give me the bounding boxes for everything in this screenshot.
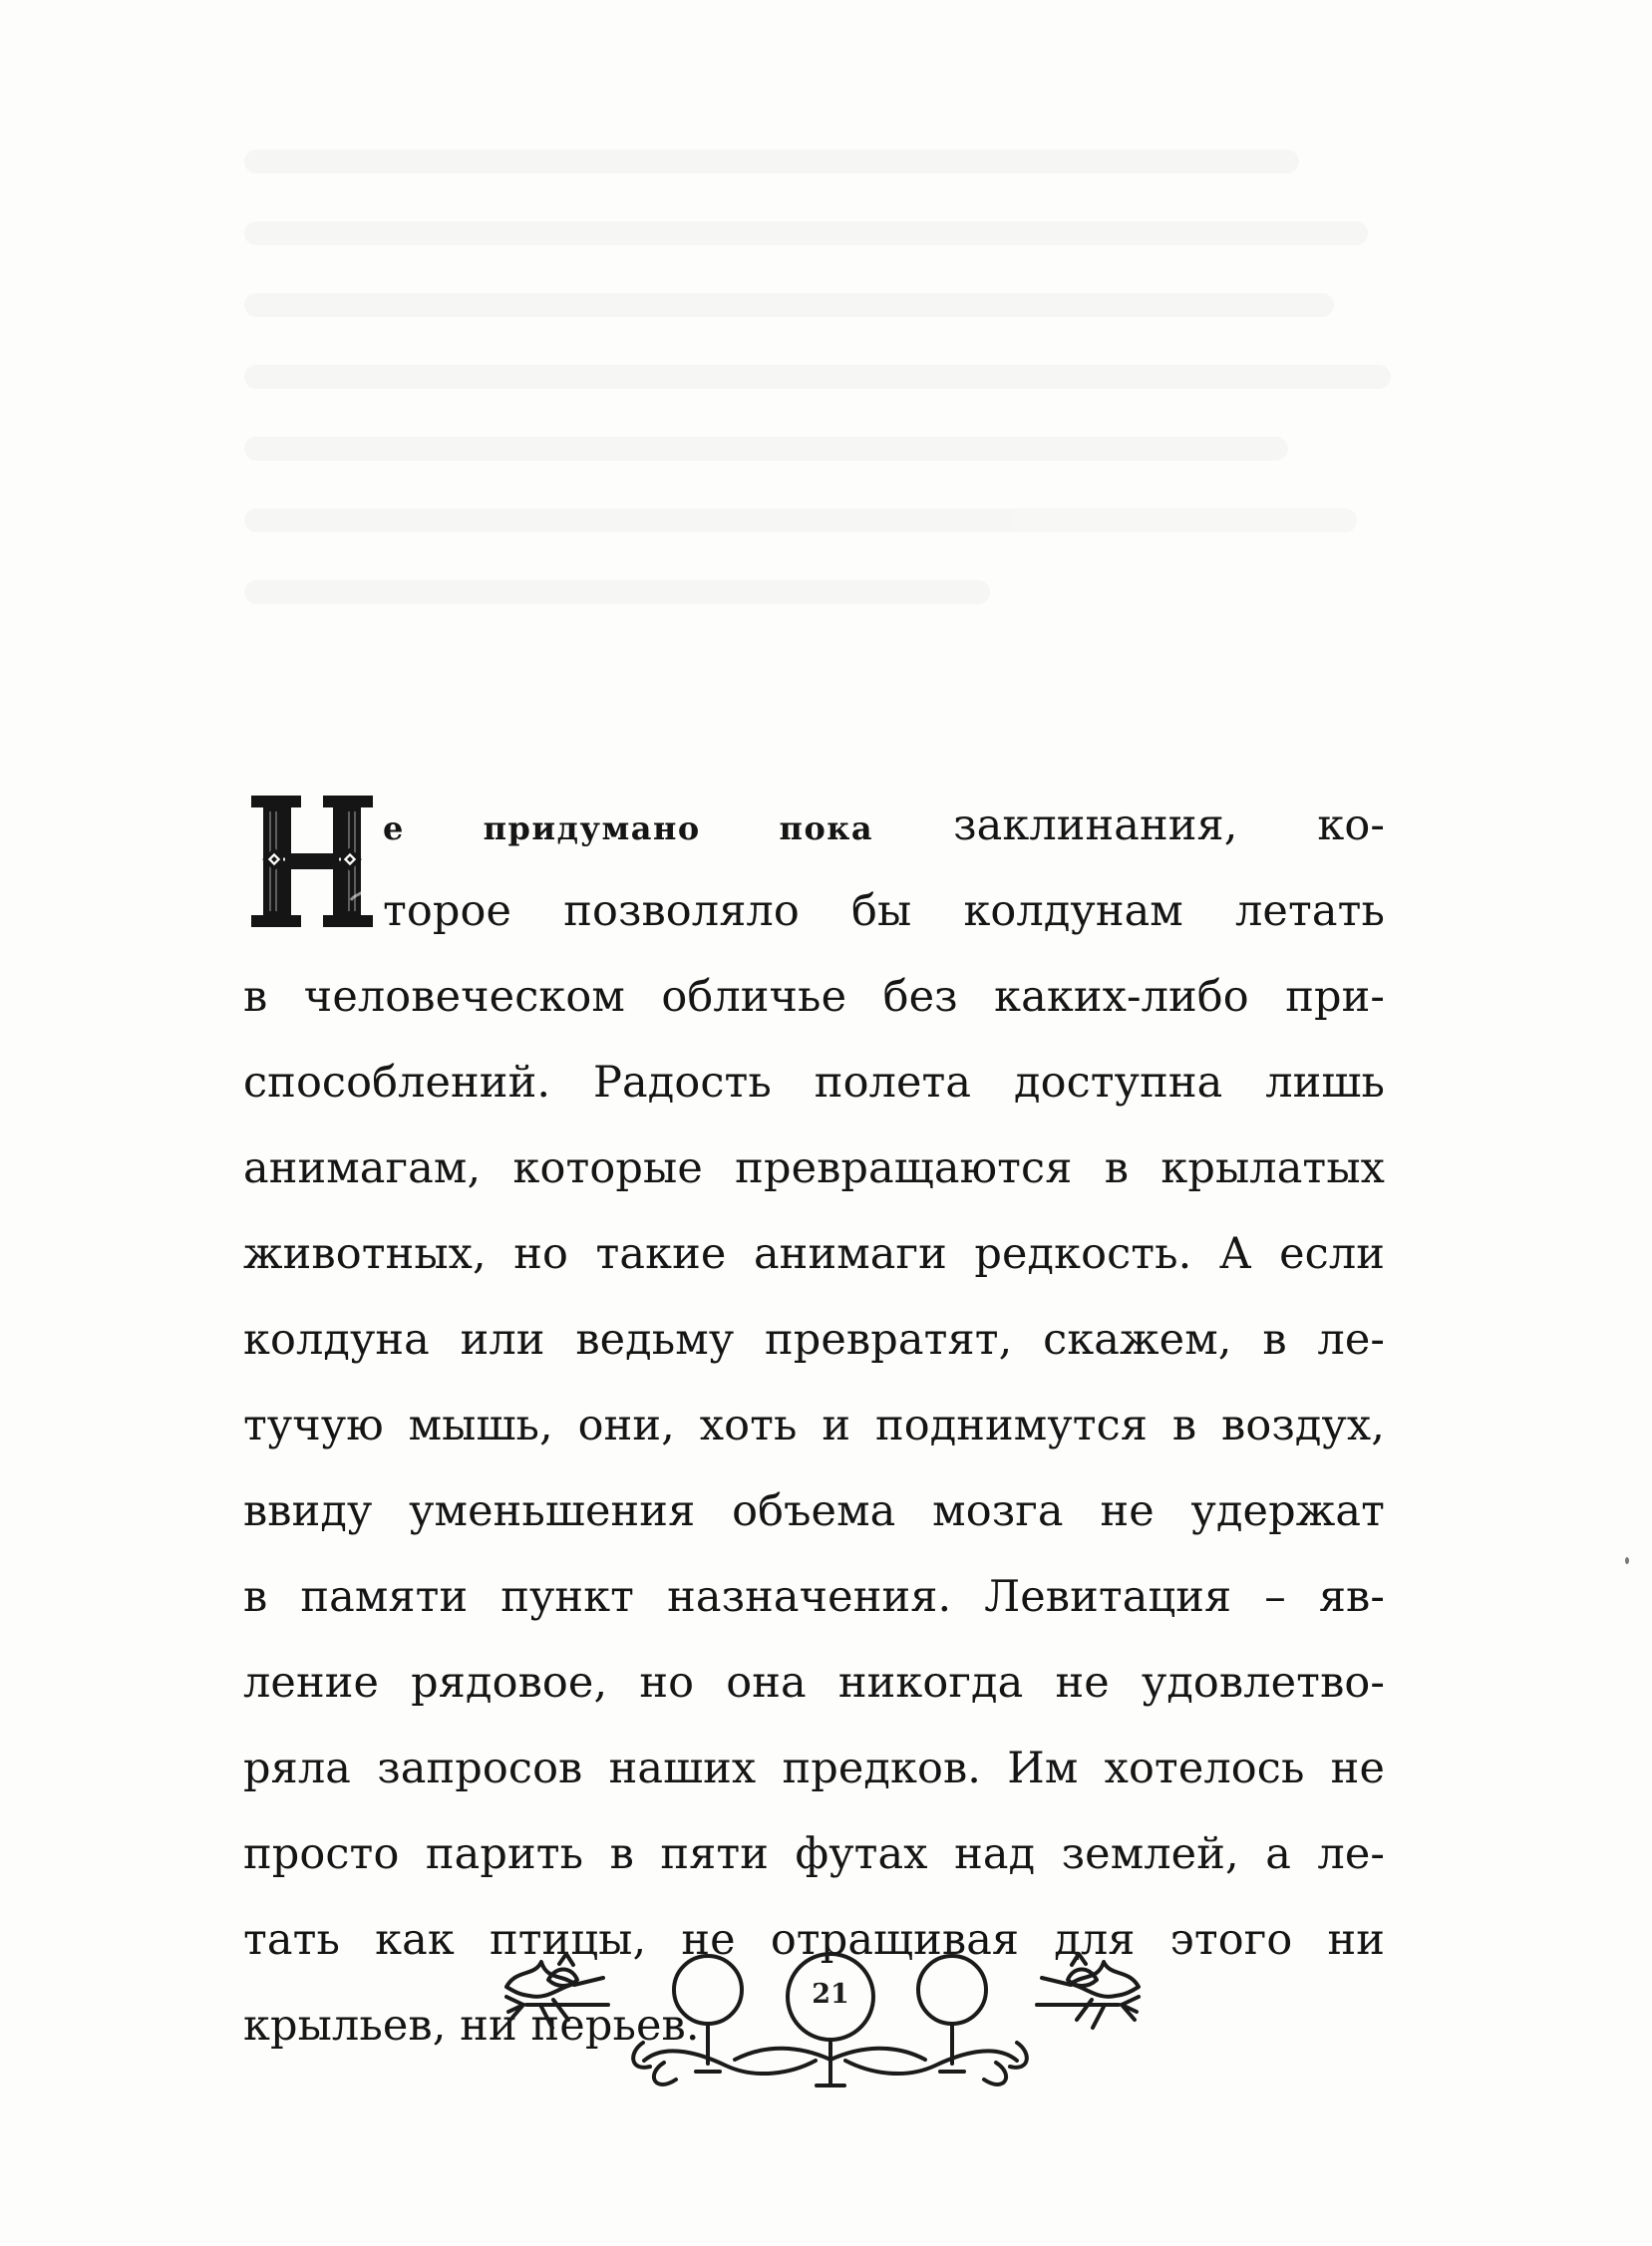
line-1-text: заклинания, ко- (953, 801, 1386, 850)
drop-cap-letter (243, 796, 381, 927)
bleed-through-text (244, 150, 1391, 708)
text-line-1 (243, 783, 1385, 868)
drop-cap-h-glyph (243, 796, 381, 927)
right-broom-flyer-icon (1037, 1954, 1139, 2028)
text-line-3: в человеческом обличье без каких-либо при- (243, 972, 1385, 1022)
text-line-4: способлений. Радость полета доступна лишь (243, 1058, 1385, 1108)
text-line-8: тучую мышь, они, хоть и поднимутся в воздух, (243, 1401, 1385, 1450)
text-line-6: животных, но такие анимаги редкость. А если (243, 1229, 1385, 1279)
left-broom-flyer-icon (506, 1954, 608, 2028)
decorative-page-footer (498, 1942, 1147, 2091)
text-line-7: колдуна или ведьму превратят, скажем, в ле- (243, 1315, 1385, 1365)
main-paragraph (243, 783, 1385, 2069)
text-line-11: ление рядовое, но она никогда не удовлетво- (243, 1658, 1385, 1708)
text-line-9: ввиду уменьшения объема мозга не удержат (243, 1486, 1385, 1536)
text-line-12: ряла запросов наших предков. Им хотелось не (243, 1744, 1385, 1793)
text-line-2: торое позволяло бы колдунам летать (383, 886, 1385, 936)
quidditch-hoops-ornament (498, 1942, 1147, 2091)
text-line-5: анимагам, которые превращаются в крылатых (243, 1143, 1385, 1193)
hoop-left-icon (674, 1956, 742, 2072)
text-line-13: просто парить в пяти футах над землей, а ле- (243, 1829, 1385, 1879)
hoop-right-icon (918, 1956, 986, 2072)
page-number: 21 (812, 1979, 849, 2010)
paper-speck (1625, 1557, 1629, 1564)
text-line-15: крыльев, ни перьев. (243, 2001, 700, 2051)
text-line-10: в памяти пункт назначения. Левитация – яв- (243, 1572, 1385, 1622)
text-line-14: тать как птицы, не отращивая для этого ни (243, 1915, 1385, 1965)
lead-smallcaps: е придумано пока (383, 809, 874, 847)
